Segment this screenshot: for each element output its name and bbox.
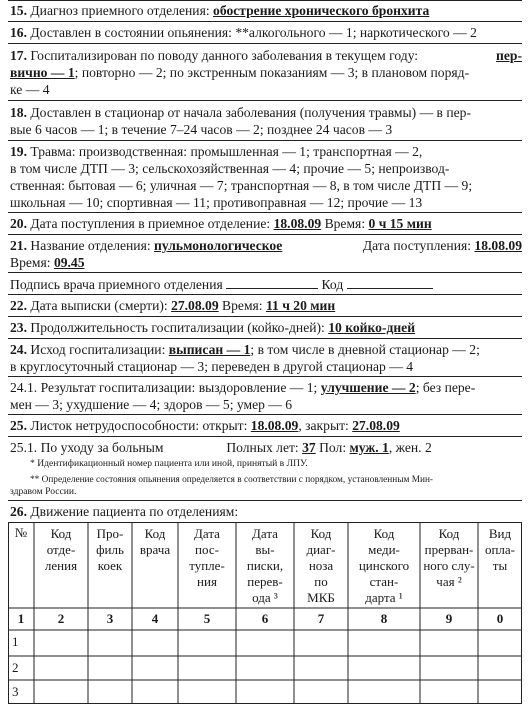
item-24-line1: 24. Исход госпитализации: выписан — 1; в том числе в дневной стационар — 2; xyxy=(10,342,480,357)
table-header-line: филь xyxy=(96,542,124,557)
item-20: 20. Дата поступления в приемное отделение: 18.08.09 Время: 0 ч 15 мин xyxy=(10,216,432,231)
table-header-line: Код xyxy=(373,526,395,541)
item-25: 25. Листок нетрудоспособности: открыт: 18.08.09, закрыт: 27.08.09 xyxy=(10,418,400,433)
table-input-cell[interactable] xyxy=(295,631,347,655)
table-header-line: стан- xyxy=(369,574,399,589)
column-number: 9 xyxy=(445,611,453,626)
discharge-date: 27.08.09 xyxy=(171,298,219,313)
table-header-cell xyxy=(478,526,522,574)
table-input-cell[interactable] xyxy=(89,681,131,703)
table-header-line: тупле- xyxy=(189,558,225,573)
item-18-line1: 18. Доставлен в стационар от начала заболевания (получения травмы) — в пер- xyxy=(10,105,472,120)
footnote-1: * Идентификационный номер пациента или иной, принятый в ЛПУ. xyxy=(30,458,308,469)
item-21-line2: Время: 09.45 xyxy=(10,255,85,270)
result: улучшение — 2 xyxy=(320,380,416,395)
item-19-line4: школьная — 10; спортивная — 11; противоправная — 12; прочие — 13 xyxy=(10,195,423,210)
table-input-cell[interactable] xyxy=(479,631,521,655)
item-24-1-line1: 24.1. Результат госпитализации: выздоровление — 1; улучшение — 2; без пере- xyxy=(10,380,476,395)
table-header-line: вы- xyxy=(255,542,275,557)
table-input-cell[interactable] xyxy=(421,631,477,655)
table-header-line: цинского xyxy=(358,558,410,573)
admission-diagnosis: обострение хронического бронхита xyxy=(213,3,430,18)
patient-sex: муж. 1 xyxy=(349,440,389,455)
table-header-line: ноза xyxy=(308,558,334,573)
table-header-line: Код xyxy=(310,526,332,541)
table-header-line: диаг- xyxy=(306,542,336,557)
table-input-cell[interactable] xyxy=(421,681,477,703)
table-header-line: ты xyxy=(492,558,508,573)
table-header-line: ния xyxy=(197,574,217,589)
item-19-line1: 19. Травма: производственная: промышленная — 1; транспортная — 2, xyxy=(10,144,423,159)
table-header-cell xyxy=(132,526,178,558)
table-header-line: ления xyxy=(44,558,78,573)
admission-time: 0 ч 15 мин xyxy=(368,216,432,231)
hospitalization-type: вично — 1 xyxy=(10,65,75,80)
sick-leave-close: 27.08.09 xyxy=(352,418,400,433)
column-number: 6 xyxy=(261,611,269,626)
table-header-line: Код xyxy=(50,526,72,541)
item-17-line2: вично — 1; повторно — 2; по экстренным показаниям — 3; в плановом поряд- xyxy=(10,65,470,80)
column-number: 3 xyxy=(106,611,114,626)
table-row-number: 1 xyxy=(12,634,19,649)
item-25-1: 25.1. По уходу за больным Полных лет: 37 Пол: муж. 1, жен. 2 xyxy=(10,440,432,455)
table-header-line: ного слу- xyxy=(423,558,475,573)
table-input-cell[interactable] xyxy=(35,657,87,679)
department-name: пульмонологическое xyxy=(154,238,283,253)
table-header-cell xyxy=(236,526,294,606)
table-header-line: по xyxy=(314,574,328,589)
column-number: 8 xyxy=(380,611,388,626)
column-number: 2 xyxy=(57,611,65,626)
table-input-cell[interactable] xyxy=(479,681,521,703)
signature-line: Подпись врача приемного отделения Код xyxy=(10,276,522,293)
table-input-cell[interactable] xyxy=(237,657,293,679)
table-header-line: ода ³ xyxy=(252,590,278,605)
column-number: 0 xyxy=(496,611,504,626)
table-header-line: опла- xyxy=(484,542,516,557)
item-18-line2: вые 6 часов — 1; в течение 7–24 часов — 2; позднее 24 часов — 3 xyxy=(10,122,393,137)
table-header-line: Дата xyxy=(252,526,278,541)
table-input-cell[interactable] xyxy=(349,631,419,655)
table-input-cell[interactable] xyxy=(35,681,87,703)
footnote-2-line1: ** Определение состояния опьянения определяется в соответствии с порядком, установленным Мин- xyxy=(30,475,434,485)
item-16: 16. Доставлен в состоянии опьянения: **алкогольного — 1; наркотического — 2 xyxy=(10,25,477,40)
table-input-cell[interactable] xyxy=(237,631,293,655)
column-number: 7 xyxy=(317,611,325,626)
patient-movement-table xyxy=(8,522,522,704)
table-header-line: пос- xyxy=(195,542,219,557)
table-input-cell[interactable] xyxy=(133,681,177,703)
sick-leave-open: 18.08.09 xyxy=(250,418,299,433)
table-header-line: Дата xyxy=(194,526,220,541)
outcome: выписан — 1 xyxy=(168,342,251,357)
table-input-cell[interactable] xyxy=(133,657,177,679)
table-input-cell[interactable] xyxy=(89,631,131,655)
admission-date: 18.08.09 xyxy=(273,216,322,231)
code-blank xyxy=(347,276,433,289)
table-input-cell[interactable] xyxy=(295,657,347,679)
column-number: 1 xyxy=(17,611,25,626)
table-input-cell[interactable] xyxy=(179,681,235,703)
top-border xyxy=(8,0,522,1)
table-header-cell xyxy=(8,525,34,541)
table-header-cell xyxy=(178,526,236,590)
item-19-line2: в том числе ДТП — 3; сельскохозяйственная — 4; прочие — 5; непроизвод- xyxy=(10,161,450,176)
table-header-line: Про- xyxy=(96,526,124,541)
department-date: 18.08.09 xyxy=(474,238,522,253)
table-header-line: чая ² xyxy=(436,574,462,589)
table-header-cell xyxy=(88,526,132,574)
table-header-line: Код xyxy=(144,526,166,541)
table-input-cell[interactable] xyxy=(133,631,177,655)
item-15: 15. Диагноз приемного отделения: обострение хронического бронхита xyxy=(10,3,430,18)
column-number: 5 xyxy=(203,611,211,626)
table-input-cell[interactable] xyxy=(479,657,521,679)
item-23: 23. Продолжительность госпитализации (койко-дней): 10 койко-дней xyxy=(10,320,416,335)
table-input-cell[interactable] xyxy=(295,681,347,703)
item-26: 26. Движение пациента по отделениям: xyxy=(10,504,239,519)
table-header-line: Код xyxy=(438,526,460,541)
table-input-cell[interactable] xyxy=(35,631,87,655)
table-header-line: врача xyxy=(139,542,171,557)
table-input-cell[interactable] xyxy=(349,657,419,679)
table-header-line: прерван- xyxy=(424,542,474,557)
table-header-line: Вид xyxy=(488,526,512,541)
table-header-cell xyxy=(294,526,348,606)
item-19-line3: ственная: бытовая — 6; уличная — 7; транспортная — 8, в том числе ДТП — 9; xyxy=(10,178,473,193)
item-24-line2: в круглосуточный стационар — 3; переведен в другой стационар — 4 xyxy=(10,359,414,374)
table-header-line: отде- xyxy=(46,542,76,557)
table-header-cell xyxy=(348,526,420,606)
item-17-line1: 17. Госпитализирован по поводу данного заболевания в текущем году: пер- xyxy=(10,48,522,63)
table-input-cell[interactable] xyxy=(237,681,293,703)
table-header-line: меди- xyxy=(368,542,400,557)
table-header-cell xyxy=(34,526,88,574)
table-input-cell[interactable] xyxy=(179,657,235,679)
table-row-number: 2 xyxy=(12,660,19,675)
discharge-time: 11 ч 20 мин xyxy=(265,298,336,313)
table-input-cell[interactable] xyxy=(349,681,419,703)
patient-age: 37 xyxy=(302,440,316,455)
item-22: 22. Дата выписки (смерти): 27.08.09 Время: 11 ч 20 мин xyxy=(10,298,336,313)
table-header-line: перев- xyxy=(247,574,283,589)
table-header-cell xyxy=(420,526,478,590)
column-number: 4 xyxy=(151,611,159,626)
table-header-line: писки, xyxy=(246,558,284,573)
item-17-line3: ке — 4 xyxy=(10,82,50,97)
table-header-line: № xyxy=(14,525,28,540)
table-header-line: МКБ xyxy=(307,590,335,605)
department-time: 09.45 xyxy=(53,255,85,270)
table-header-line: дарта ¹ xyxy=(365,590,403,605)
bed-days: 10 койко-дней xyxy=(328,320,416,335)
item-24-1-line2: мен — 3; ухудшение — 4; здоров — 5; умер — 6 xyxy=(10,397,293,412)
table-input-cell[interactable] xyxy=(89,657,131,679)
table-header-line: коек xyxy=(97,558,123,573)
footnote-2-line2: здравом России. xyxy=(10,486,77,497)
table-input-cell[interactable] xyxy=(179,631,235,655)
table-input-cell[interactable] xyxy=(421,657,477,679)
table-row-number: 3 xyxy=(12,684,19,699)
item-21-line1: 21. Название отделения: пульмонологическое Дата поступления: 18.08.09 xyxy=(10,238,522,253)
signature-blank xyxy=(226,276,318,289)
